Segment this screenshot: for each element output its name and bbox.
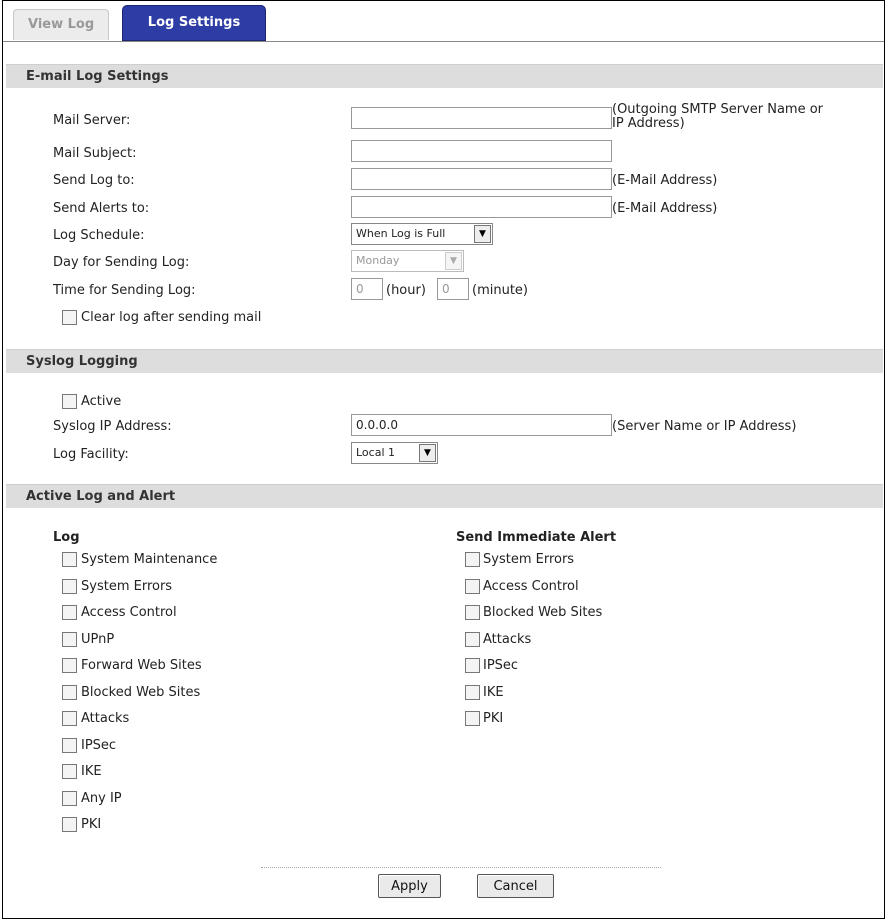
syslog-active-label: Active: [81, 394, 122, 409]
send-log-hint: (E-Mail Address): [612, 173, 718, 188]
log-facility-select[interactable]: [351, 442, 438, 464]
log-schedule-value: When Log is Full: [356, 227, 446, 240]
log-item-label: Blocked Web Sites: [81, 684, 201, 700]
clear-log-checkbox[interactable]: [62, 310, 77, 325]
tab-view-log[interactable]: View Log: [13, 9, 109, 40]
button-divider: [261, 867, 661, 868]
send-alerts-label: Send Alerts to:: [53, 201, 150, 216]
alert-item-label: Attacks: [483, 631, 532, 647]
send-alerts-hint: (E-Mail Address): [612, 201, 718, 216]
cancel-button[interactable]: Cancel: [477, 874, 554, 898]
apply-button[interactable]: Apply: [378, 874, 441, 898]
log-item-checkbox[interactable]: [62, 817, 77, 832]
mail-server-input[interactable]: [351, 107, 612, 129]
time-sending-label: Time for Sending Log:: [53, 283, 196, 298]
log-item-checkbox[interactable]: [62, 738, 77, 753]
log-facility-label: Log Facility:: [53, 447, 129, 462]
chevron-down-icon[interactable]: ▼: [474, 225, 491, 243]
alert-item-checkbox[interactable]: [465, 632, 480, 647]
log-column-header: Log: [53, 530, 80, 545]
log-item-checkbox[interactable]: [62, 632, 77, 647]
syslog-active-checkbox[interactable]: [62, 394, 77, 409]
alert-item-checkbox[interactable]: [465, 579, 480, 594]
log-item-label: IPSec: [81, 737, 117, 753]
section-syslog-logging: Syslog Logging: [6, 349, 883, 373]
alert-item-label: IPSec: [483, 658, 519, 673]
log-schedule-label: Log Schedule:: [53, 228, 145, 243]
log-item-label: PKI: [81, 817, 102, 832]
send-log-label: Send Log to:: [53, 173, 135, 188]
minute-input[interactable]: [437, 278, 469, 300]
section-active-log-alert: Active Log and Alert: [6, 484, 883, 508]
log-item-label: System Errors: [81, 578, 173, 594]
alert-item-checkbox[interactable]: [465, 605, 480, 620]
log-item-checkbox[interactable]: [62, 605, 77, 620]
syslog-ip-label: Syslog IP Address:: [53, 419, 172, 434]
alert-item-checkbox[interactable]: [465, 552, 480, 567]
alert-item-checkbox[interactable]: [465, 658, 480, 673]
log-item-label: IKE: [81, 764, 102, 779]
send-alerts-input[interactable]: [351, 196, 612, 218]
syslog-ip-hint: (Server Name or IP Address): [612, 419, 797, 434]
alert-column-header: Send Immediate Alert: [456, 530, 617, 545]
alert-item-checkbox[interactable]: [465, 685, 480, 700]
hour-input[interactable]: [351, 278, 383, 300]
day-sending-value: Monday: [356, 254, 400, 267]
alert-item-label: Access Control: [483, 578, 579, 594]
alert-item-checkbox[interactable]: [465, 711, 480, 726]
log-item-checkbox[interactable]: [62, 552, 77, 567]
chevron-down-icon[interactable]: ▼: [445, 252, 462, 270]
log-item-label: Forward Web Sites: [81, 658, 202, 673]
tab-log-settings[interactable]: Log Settings: [122, 5, 266, 41]
clear-log-label: Clear log after sending mail: [81, 310, 262, 325]
alert-item-label: PKI: [483, 711, 504, 726]
tab-bar: [3, 1, 884, 42]
log-item-checkbox[interactable]: [62, 658, 77, 673]
day-sending-label: Day for Sending Log:: [53, 255, 190, 270]
alert-item-label: Blocked Web Sites: [483, 605, 603, 620]
log-item-checkbox[interactable]: [62, 764, 77, 779]
alert-item-label: System Errors: [483, 552, 575, 567]
log-schedule-select[interactable]: [351, 223, 493, 245]
log-item-label: Any IP: [81, 790, 122, 806]
minute-unit-label: (minute): [472, 283, 528, 298]
log-facility-value: Local 1: [356, 446, 396, 459]
log-item-checkbox[interactable]: [62, 711, 77, 726]
log-item-label: Attacks: [81, 711, 130, 726]
log-item-checkbox[interactable]: [62, 685, 77, 700]
send-log-input[interactable]: [351, 168, 612, 190]
alert-item-label: IKE: [483, 684, 504, 700]
log-item-label: Access Control: [81, 605, 177, 620]
syslog-ip-input[interactable]: [351, 414, 612, 436]
mail-server-hint: (Outgoing SMTP Server Name or IP Address): [612, 102, 824, 131]
mail-server-label: Mail Server:: [53, 113, 131, 128]
hour-unit-label: (hour): [386, 283, 426, 298]
log-settings-panel: [2, 0, 885, 919]
log-item-checkbox[interactable]: [62, 791, 77, 806]
log-item-checkbox[interactable]: [62, 579, 77, 594]
log-item-label: UPnP: [81, 631, 115, 647]
mail-subject-input[interactable]: [351, 140, 612, 162]
day-sending-select[interactable]: [351, 250, 464, 272]
log-item-label: System Maintenance: [81, 552, 218, 567]
section-email-log-settings: E-mail Log Settings: [6, 64, 883, 88]
mail-subject-label: Mail Subject:: [53, 146, 137, 161]
chevron-down-icon[interactable]: ▼: [419, 444, 436, 462]
